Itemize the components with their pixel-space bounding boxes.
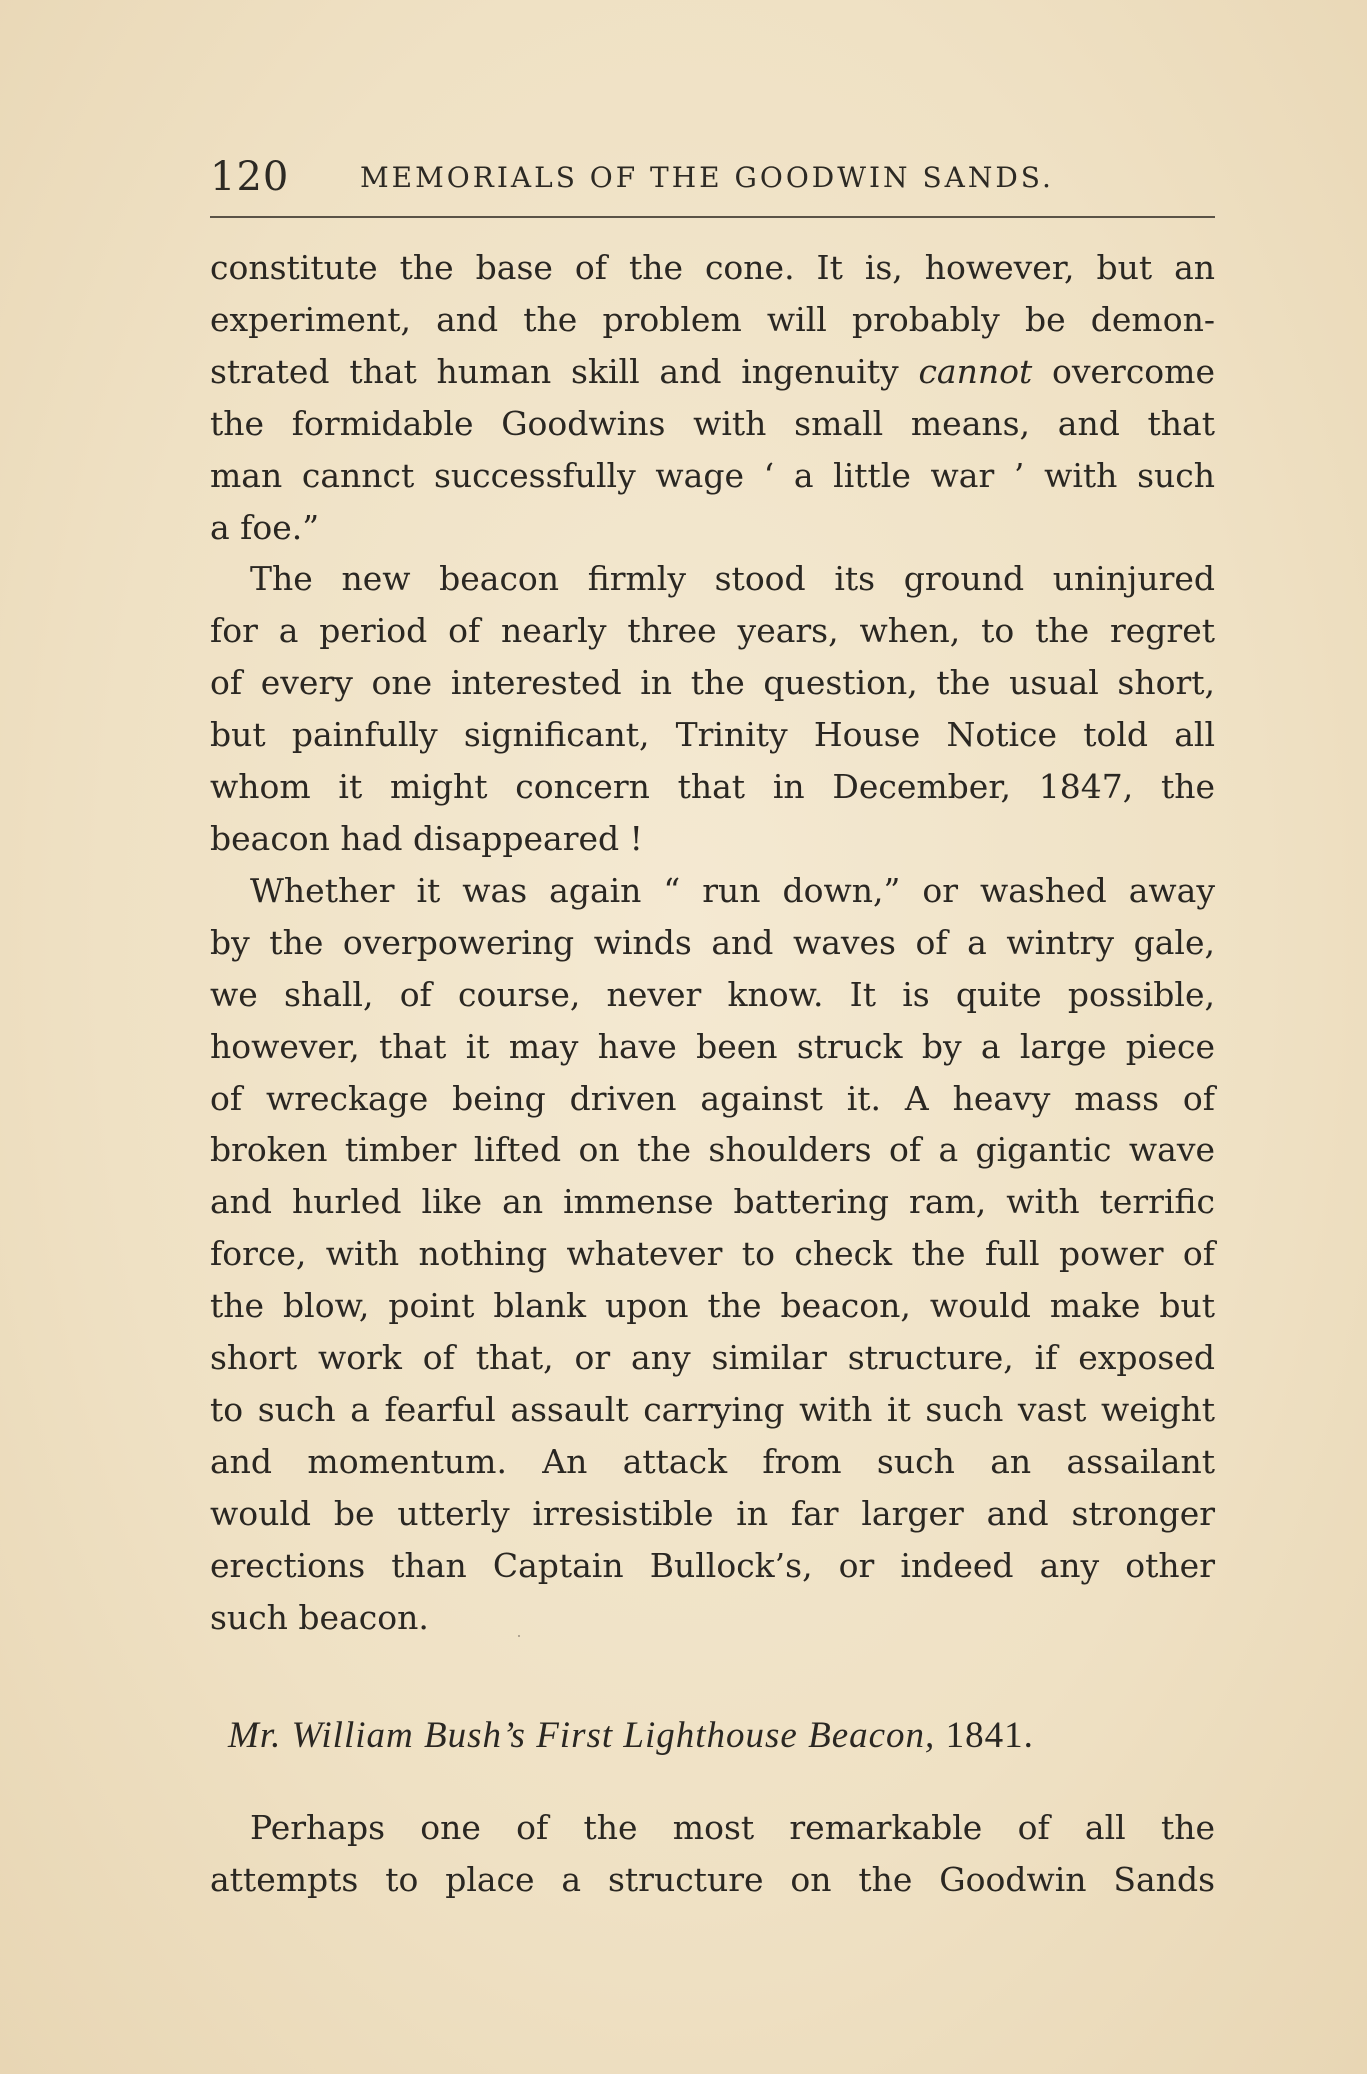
section-heading xyxy=(228,1709,1218,1763)
paragraph-4 xyxy=(210,1802,1215,1906)
body-text xyxy=(210,242,1215,1643)
text-line: such beacon. xyxy=(210,1597,429,1637)
text-line: attempts to place a structure on the Goodwin Sands xyxy=(210,1860,1215,1899)
text-line xyxy=(210,346,1215,398)
text-line: the blow, point blank upon the beacon, would make but xyxy=(210,1286,1215,1326)
text-line: and momentum. An attack from such an assailant xyxy=(210,1441,1215,1481)
text-line: the formidable Goodwins with small means, and that xyxy=(210,403,1215,443)
text-line: for a period of nearly three years, when, to the regret xyxy=(210,611,1215,651)
header-rule xyxy=(210,216,1215,218)
text-line: and hurled like an immense battering ram, with terrific xyxy=(210,1182,1215,1222)
paper-speck xyxy=(518,1635,520,1637)
text-line: we shall, of course, never know. It is quite possible, xyxy=(210,974,1215,1014)
text-line: experiment, and the problem will probably be demon- xyxy=(210,299,1215,339)
emphasis-word: cannot xyxy=(918,351,1033,391)
paragraph-1 xyxy=(210,242,1215,553)
text-line: Whether it was again “ run down,” or washed away xyxy=(250,870,1215,910)
text-segment: strated that human skill and ingenuity xyxy=(210,351,919,391)
text-line: but painfully significant, Trinity House Notice told all xyxy=(210,715,1215,755)
text-segment: overcome xyxy=(1032,351,1215,391)
text-line: man cannct successfully wage ‘ a little war ’ with such xyxy=(210,455,1215,495)
text-line: constitute the base of the cone. It is, however, but an xyxy=(210,248,1215,287)
text-line: however, that it may have been struck by a large piece xyxy=(210,1026,1215,1066)
paragraph-2 xyxy=(210,553,1215,864)
text-line: broken timber lifted on the shoulders of a gigantic wave xyxy=(210,1130,1215,1170)
section-heading-year: 1841. xyxy=(945,1715,1034,1756)
page-number: 120 xyxy=(210,154,290,200)
text-line: short work of that, or any similar structure, if exposed xyxy=(210,1338,1215,1378)
page-header xyxy=(210,150,1215,204)
text-line: The new beacon firmly stood its ground uninjured xyxy=(250,559,1215,599)
text-line: a foe.” xyxy=(210,507,320,547)
text-line: by the overpowering winds and waves of a wintry gale, xyxy=(210,922,1215,962)
text-line: beacon had disappeared ! xyxy=(210,818,643,858)
paragraph-3 xyxy=(210,865,1215,1644)
text-line: whom it might concern that in December, 1847, the xyxy=(210,767,1215,807)
text-line: Perhaps one of the most remarkable of all the xyxy=(250,1808,1215,1847)
running-title: MEMORIALS OF THE GOODWIN SANDS. xyxy=(360,161,1054,194)
text-line: of wreckage being driven against it. A heavy mass of xyxy=(210,1078,1215,1118)
text-line: erections than Captain Bullock’s, or indeed any other xyxy=(210,1545,1215,1585)
text-line: force, with nothing whatever to check the full power of xyxy=(210,1234,1215,1274)
text-line: to such a fearful assault carrying with it such vast weight xyxy=(210,1389,1215,1429)
text-line: of every one interested in the question, the usual short, xyxy=(210,663,1215,703)
text-line: would be utterly irresistible in far larger and stronger xyxy=(210,1493,1215,1533)
section-heading-title: Mr. William Bush’s First Lighthouse Beacon, xyxy=(228,1715,936,1756)
